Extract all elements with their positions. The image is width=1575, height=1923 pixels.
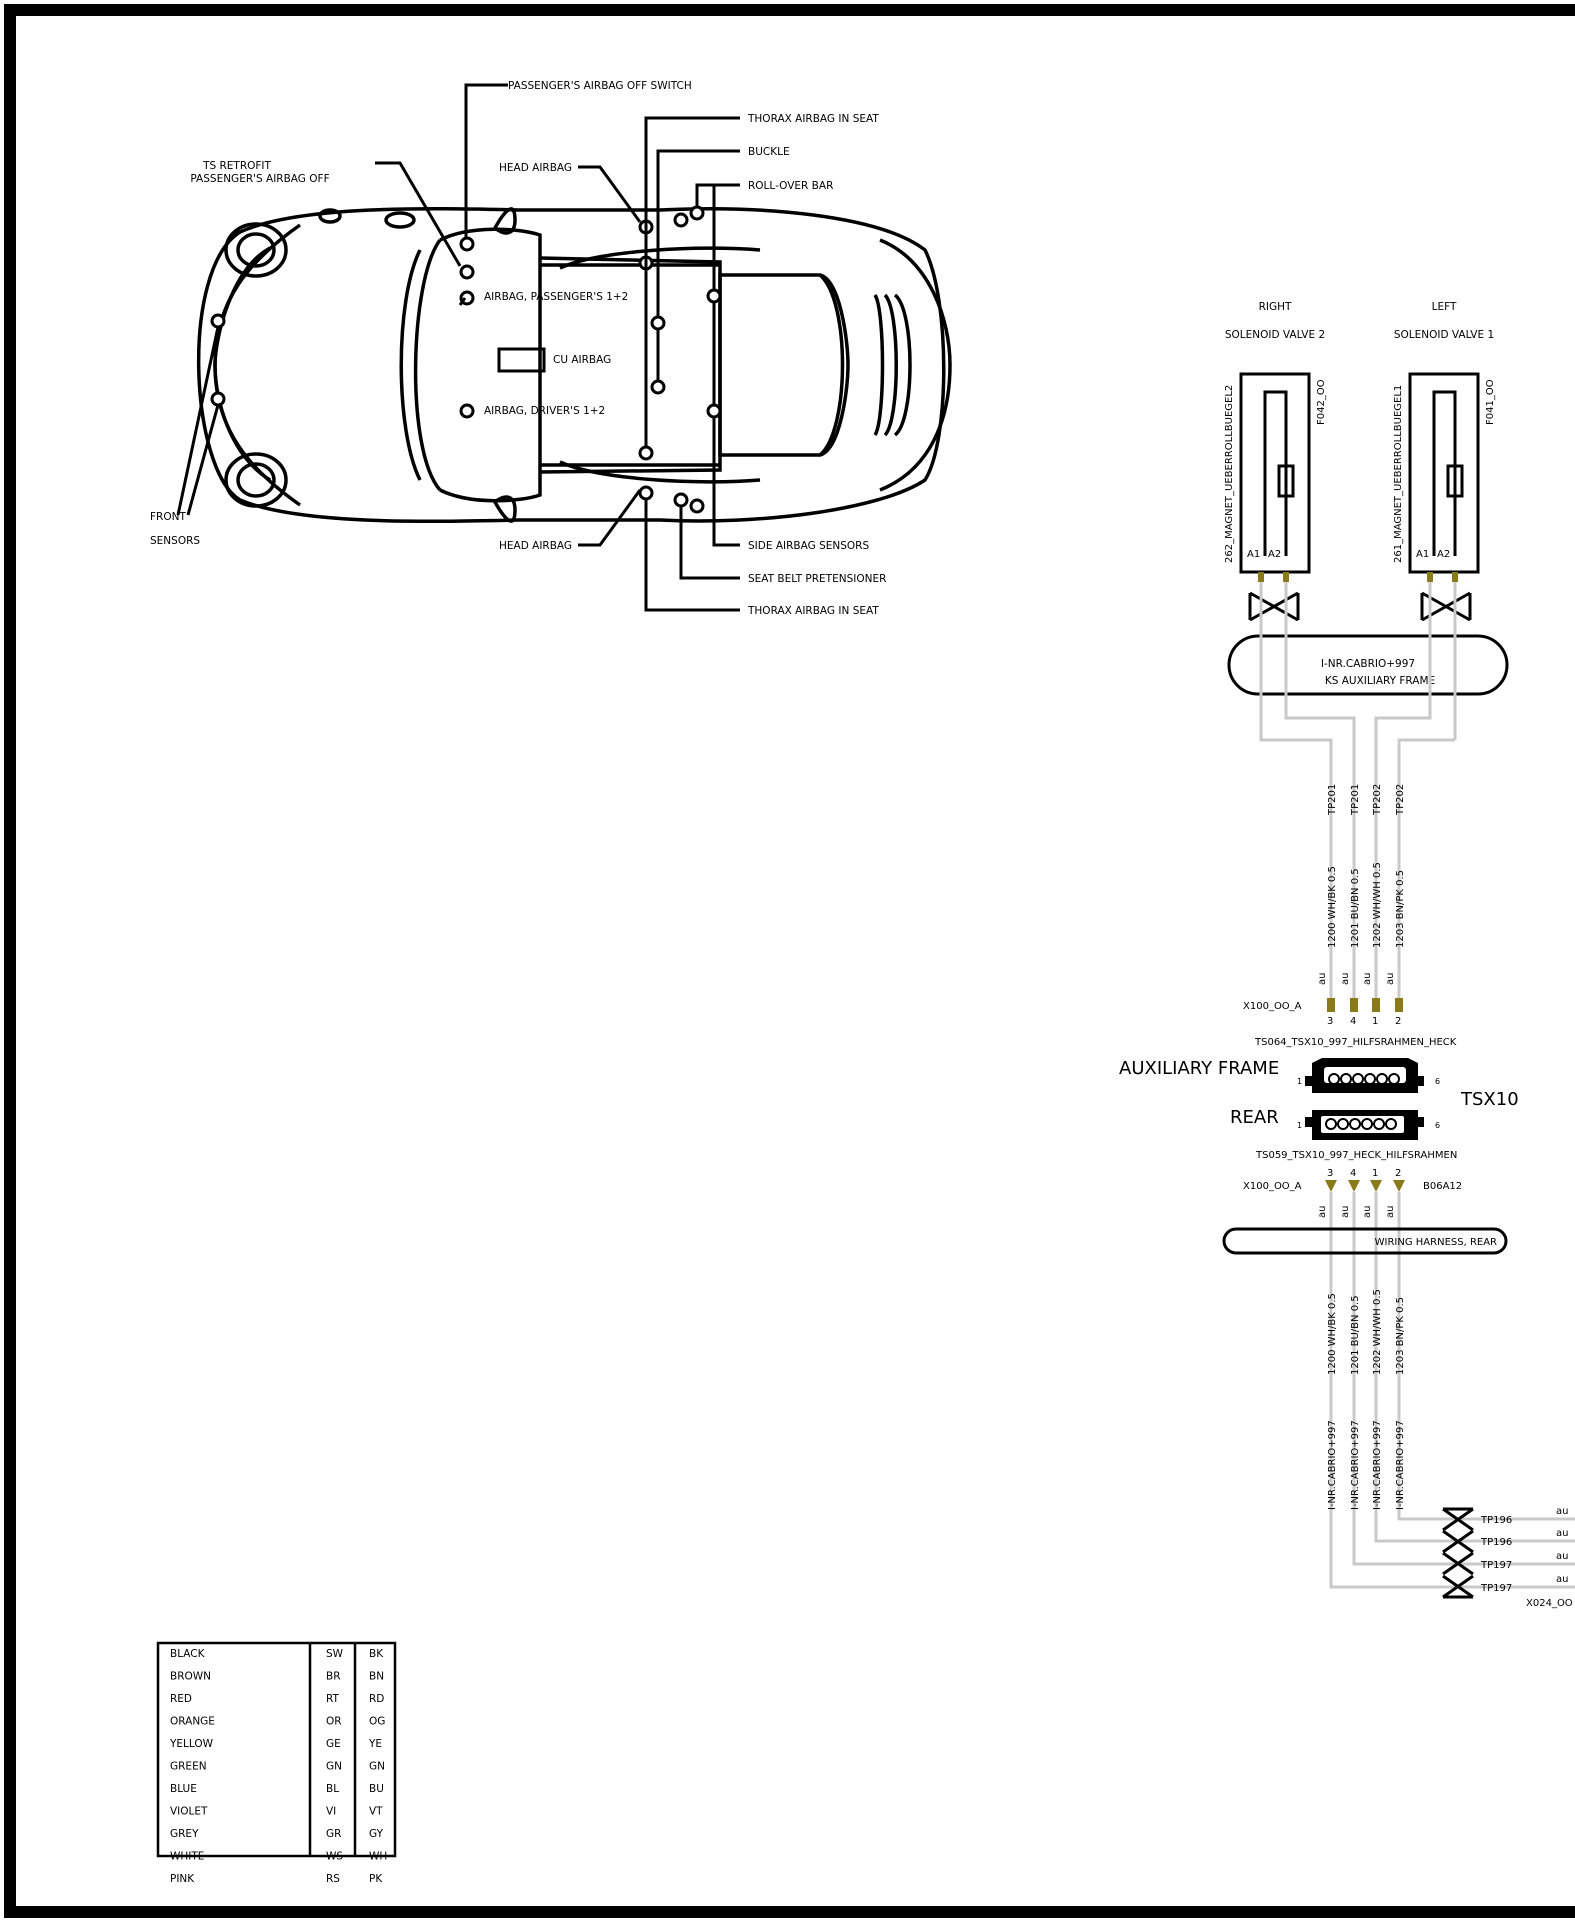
legend-german-code: BR [326, 1670, 341, 1683]
front-label: FRONT [150, 511, 186, 523]
tsx10-connector [1119, 1058, 1519, 1140]
au-label: au [1340, 972, 1351, 985]
au-label: au [1556, 1551, 1569, 1562]
buckle-label: BUCKLE [748, 146, 790, 158]
pin-number: 1 [1372, 1016, 1379, 1027]
wire-label: 1202 WH/WH 0.5 [1372, 862, 1383, 948]
legend-german-code: GE [326, 1738, 341, 1750]
au-label: au [1340, 1205, 1351, 1218]
au-label: au [1317, 972, 1328, 985]
au-label: au [1362, 972, 1373, 985]
pin-number: 4 [1350, 1168, 1357, 1179]
pin-number: 2 [1395, 1168, 1402, 1179]
legend-english-code: BK [369, 1648, 384, 1660]
legend-english-code: GN [369, 1760, 385, 1773]
color-legend [158, 1643, 395, 1885]
cabrio-wire-label: I-NR.CABRIO+997 [1372, 1420, 1383, 1510]
splice-connectors [1443, 1506, 1573, 1609]
legend-german-code: OR [326, 1715, 342, 1728]
tsx10-label: TSX10 [1461, 1089, 1519, 1110]
pin-a1: A1 [1416, 549, 1430, 560]
legend-english-code: BN [369, 1670, 385, 1683]
wiring-harness-rear-label: WIRING HARNESS, REAR [1374, 1237, 1497, 1248]
thorax-airbag-top-label: THORAX AIRBAG IN SEAT [748, 113, 879, 125]
pin-number: 2 [1395, 1016, 1402, 1027]
au-label: au [1556, 1506, 1569, 1517]
page-border [10, 10, 1575, 1912]
legend-color-name: RED [170, 1693, 193, 1705]
side-airbag-sensors-label: SIDE AIRBAG SENSORS [748, 540, 870, 552]
airbag-driver-label: AIRBAG, DRIVER'S 1+2 [484, 405, 606, 417]
splice-label: TP197 [1481, 1583, 1513, 1594]
head-airbag-top-label: HEAD AIRBAG [499, 162, 573, 174]
wire-label: 1203 BN/PK 0.5 [1395, 869, 1406, 948]
cabrio-wire-label: I-NR.CABRIO+997 [1395, 1420, 1406, 1510]
legend-color-name: GREY [170, 1828, 199, 1840]
wire-label: 1200 WH/BK 0.5 [1327, 866, 1338, 948]
splice-label: TP196 [1481, 1515, 1513, 1526]
pin-a1: A1 [1247, 549, 1261, 560]
pin-6: 6 [1435, 1121, 1441, 1130]
legend-english-code: RD [369, 1693, 385, 1705]
car-top-view [150, 80, 950, 617]
pin-number: 3 [1327, 1168, 1334, 1179]
legend-color-name: YELLOW [170, 1738, 214, 1750]
legend-color-name: PINK [170, 1873, 195, 1885]
x100-top-label: X100_OO_A [1243, 1001, 1302, 1012]
roll-over-bar-label: ROLL-OVER BAR [748, 180, 834, 192]
wire-label: 1201 BU/BN 0.5 [1350, 1295, 1361, 1375]
legend-english-code: YE [369, 1738, 383, 1750]
solenoid-valve-1 [1410, 374, 1478, 572]
legend-color-name: BROWN [170, 1670, 212, 1683]
airbag-passenger-label: AIRBAG, PASSENGER'S 1+2 [484, 291, 629, 303]
b06a12-label: B06A12 [1423, 1181, 1463, 1192]
legend-german-code: SW [326, 1648, 344, 1660]
legend-color-name: BLUE [170, 1783, 197, 1795]
au-label: au [1385, 972, 1396, 985]
x024-label: X024_OO [1526, 1598, 1573, 1609]
tp-label: TP202 [1372, 783, 1383, 815]
pin-a2: A2 [1268, 549, 1282, 560]
cabrio-wire-label: I-NR.CABRIO+997 [1327, 1420, 1338, 1510]
legend-color-name: BLACK [170, 1648, 205, 1660]
au-label: au [1556, 1528, 1569, 1539]
lower-wires [1331, 1192, 1575, 1587]
pin-number: 1 [1372, 1168, 1379, 1179]
pin-a2: A2 [1437, 549, 1451, 560]
left-label: LEFT [1431, 301, 1457, 313]
tp-label: TP201 [1350, 783, 1361, 815]
wire-label: 1201 BU/BN 0.5 [1350, 868, 1361, 948]
splice-label: TP197 [1481, 1560, 1513, 1571]
solenoid-valve-1-label: SOLENOID VALVE 1 [1393, 329, 1495, 341]
passenger-airbag-off-label: PASSENGER'S AIRBAG OFF [190, 173, 330, 185]
pin-6: 6 [1435, 1077, 1441, 1086]
legend-english-code: WH [369, 1850, 388, 1863]
pin-number: 3 [1327, 1016, 1334, 1027]
ts059-label: TS059_TSX10_997_HECK_HILFSRAHMEN [1256, 1150, 1458, 1161]
pin-1: 1 [1297, 1121, 1303, 1130]
legend-color-name: WHITE [170, 1850, 205, 1863]
solenoid-valve-2-label: SOLENOID VALVE 2 [1224, 329, 1326, 341]
pin-number: 4 [1350, 1016, 1357, 1027]
right-valve-fuse-label: F042_OO [1316, 379, 1327, 425]
legend-english-code: GY [369, 1828, 384, 1840]
legend-color-name: ORANGE [170, 1715, 215, 1728]
seat-belt-pretensioner-label: SEAT BELT PRETENSIONER [748, 573, 887, 585]
right-label: RIGHT [1258, 301, 1292, 313]
legend-english-code: OG [369, 1715, 386, 1728]
legend-german-code: GN [326, 1760, 342, 1773]
connector-top-pins [1243, 998, 1403, 1027]
au-labels-lower [1317, 1206, 1396, 1218]
tp-labels [1327, 784, 1406, 816]
au-label: au [1385, 1205, 1396, 1218]
ks-auxiliary-frame-label: KS AUXILIARY FRAME [1324, 675, 1436, 687]
splice-label: TP196 [1481, 1537, 1513, 1548]
cabrio-wire-label: I-NR.CABRIO+997 [1350, 1420, 1361, 1510]
solenoid-valves [1224, 301, 1496, 620]
cabrio-label: I-NR.CABRIO+997 [1320, 658, 1416, 670]
legend-english-code: VT [369, 1805, 383, 1818]
wire-label: 1200 WH/BK 0.5 [1327, 1293, 1338, 1375]
legend-german-code: BL [326, 1783, 340, 1795]
legend-english-code: BU [369, 1783, 384, 1795]
wire-labels-bottom [1327, 1289, 1406, 1510]
right-valve-part-label: 262_MAGNET_UEBERROLLBUEGEL2 [1224, 384, 1235, 563]
connector-bottom-pins [1243, 1168, 1462, 1192]
wire-label: 1202 WH/WH 0.5 [1372, 1289, 1383, 1375]
ts064-label: TS064_TSX10_997_HILFSRAHMEN_HECK [1255, 1037, 1457, 1048]
wire-label: 1203 BN/PK 0.5 [1395, 1296, 1406, 1375]
sensors-label: SENSORS [150, 535, 201, 547]
head-airbag-bottom-label: HEAD AIRBAG [499, 540, 573, 552]
legend-color-name: GREEN [170, 1760, 207, 1773]
legend-german-code: RS [326, 1873, 340, 1885]
au-label: au [1317, 1205, 1328, 1218]
left-valve-part-label: 261_MAGNET_UEBERROLLBUEGEL1 [1393, 384, 1404, 563]
tp-label: TP201 [1327, 783, 1338, 815]
left-valve-fuse-label: F041_OO [1485, 379, 1496, 425]
legend-german-code: RT [326, 1693, 339, 1705]
pin-1: 1 [1297, 1077, 1303, 1086]
passenger-airbag-off-switch-label: PASSENGER'S AIRBAG OFF SWITCH [508, 80, 692, 92]
legend-german-code: WS [326, 1850, 344, 1863]
x100-bottom-label: X100_OO_A [1243, 1181, 1302, 1192]
cu-airbag-label: CU AIRBAG [553, 354, 612, 366]
solenoid-valve-2 [1241, 374, 1309, 572]
auxiliary-frame-label: AUXILIARY FRAME [1119, 1058, 1280, 1079]
au-label: au [1556, 1574, 1569, 1585]
legend-english-code: PK [369, 1873, 383, 1885]
legend-color-name: VIOLET [170, 1805, 208, 1818]
au-label: au [1362, 1205, 1373, 1218]
legend-german-code: VI [326, 1805, 337, 1818]
thorax-airbag-bottom-label: THORAX AIRBAG IN SEAT [748, 605, 879, 617]
rear-label: REAR [1230, 1107, 1279, 1128]
legend-german-code: GR [326, 1828, 342, 1840]
tp-label: TP202 [1395, 783, 1406, 815]
ts-retrofit-label: TS RETROFIT [203, 160, 271, 172]
